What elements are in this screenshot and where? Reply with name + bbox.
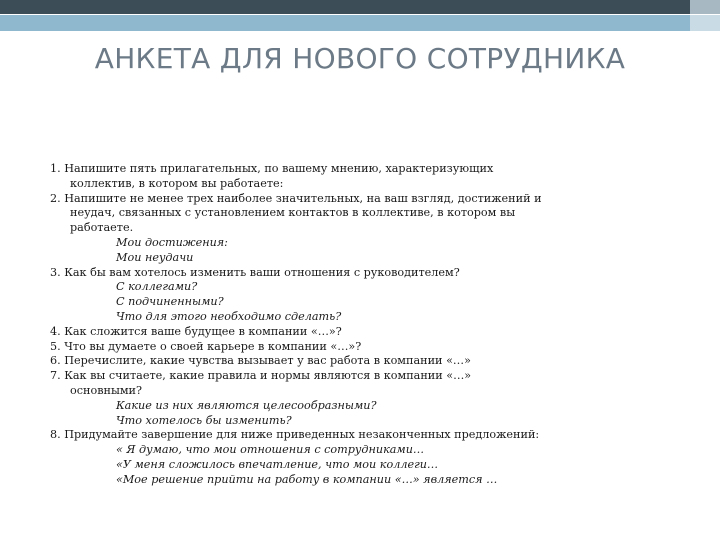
question-6: 6. Перечислите, какие чувства вызывает у вас работа в компании «…» [50, 354, 471, 368]
sentence-stem: « Я думаю, что мои отношения с сотрудниками… [116, 443, 425, 457]
page-title: АНКЕТА ДЛЯ НОВОГО СОТРУДНИКА [94, 42, 626, 75]
header-stripe [0, 15, 720, 31]
sub-question: Что хотелось бы изменить? [116, 413, 292, 427]
header-stripe-accent [690, 15, 720, 31]
sub-question: Мои достижения: [116, 235, 228, 249]
questionnaire-body [50, 162, 690, 488]
question-3: 3. Как бы вам хотелось изменить ваши отношения с руководителем? [50, 265, 460, 279]
header-bar-accent [690, 0, 720, 14]
sentence-stem: «У меня сложилось впечатление, что мои коллеги… [116, 457, 439, 471]
question-1-cont: коллектив, в котором вы работаете: [70, 176, 284, 190]
question-4: 4. Как сложится ваше будущее в компании «…»? [50, 324, 342, 338]
question-7-cont: основными? [70, 383, 143, 397]
sub-question: Мои неудачи [116, 250, 194, 264]
question-2: 2. Напишите не менее трех наиболее значительных, на ваш взгляд, достижений и [50, 191, 542, 205]
sentence-stem: «Мое решение прийти на работу в компании «…» является … [116, 472, 498, 486]
question-7: 7. Как вы считаете, какие правила и нормы являются в компании «…» [50, 369, 472, 383]
header-bar [0, 0, 720, 14]
sub-question: Что для этого необходимо сделать? [116, 309, 342, 323]
question-1: 1. Напишите пять прилагательных, по вашему мнению, характеризующих [50, 162, 494, 175]
question-5: 5. Что вы думаете о своей карьере в компании «…»? [50, 339, 362, 353]
question-2-cont: работаете. [70, 221, 134, 235]
question-8: 8. Придумайте завершение для ниже приведенных незаконченных предложений: [50, 428, 540, 442]
sub-question: С подчиненными? [116, 295, 224, 309]
sub-question: Какие из них являются целесообразными? [116, 398, 377, 412]
sub-question: С коллегами? [116, 280, 198, 294]
question-2-cont: неудач, связанных с установлением контактов в коллективе, в котором вы [70, 206, 516, 220]
